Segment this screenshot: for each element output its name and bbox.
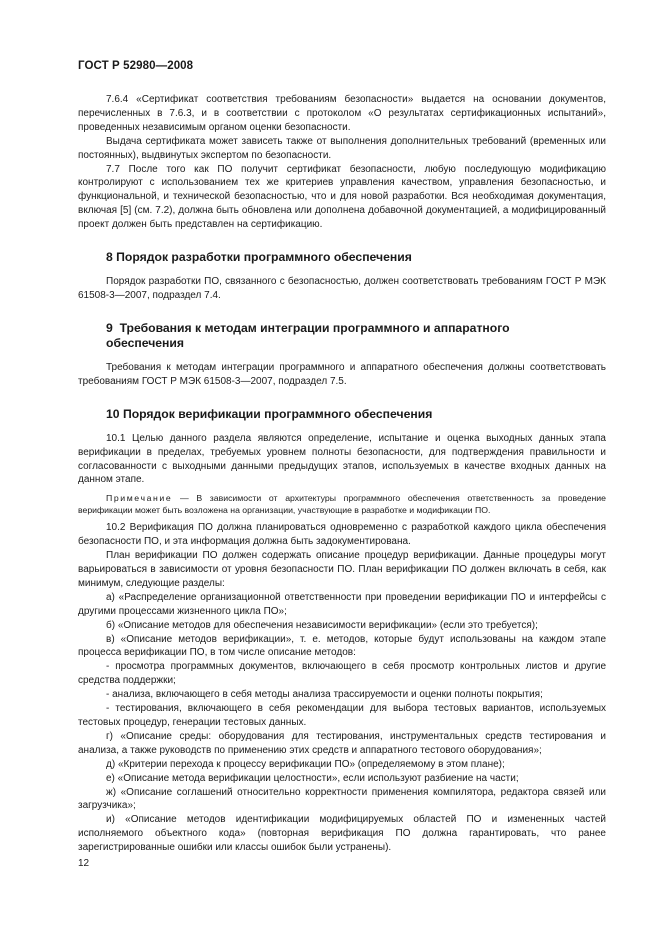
- list-item-v: в) «Описание методов верификации», т. е. методов, которые будут использованы на каждом этапе процесса верификации ПО, в том числе описание методов:: [78, 633, 606, 659]
- list-item-i: и) «Описание методов идентификации модифицируемых областей ПО и измененных частей исполняемого объектного кода» (повторная верификация ПО должна гарантировать, что ранее зарегистрированные ошибки или классы ошибок были устранены).: [78, 814, 606, 854]
- document-header: ГОСТ Р 52980—2008: [78, 60, 194, 72]
- dash-item-testing: - тестирования, включающего в себя рекомендации для выбора тестовых вариантов, используемых тестовых процедур, генерации тестовых данных.: [78, 703, 606, 728]
- paragraph-8: Порядок разработки ПО, связанного с безопасностью, должен соответствовать требованиям ГОСТ Р МЭК 61508-3—2007, подраздел 7.4.: [78, 276, 606, 301]
- section-9-title-line-1: Требования к методам интеграции программного и аппаратного: [119, 320, 510, 335]
- paragraph-10-2: 10.2 Верификация ПО должна планироваться одновременно с разработкой каждого цикла обеспечения безопасности ПО, и эта информация должна быть задокументирована.: [78, 522, 606, 548]
- section-10-heading: 10 Порядок верификации программного обеспечения: [106, 406, 433, 421]
- document-body: [78, 93, 606, 855]
- section-9-number: 9: [106, 320, 113, 335]
- note-text: — В зависимости от архитектуры программного обеспечения ответственность за проведение верификации может быть возложена на организации, участвующие в разработке и модификации ПО.: [78, 493, 606, 516]
- paragraph-9: Требования к методам интеграции программного и аппаратного обеспечения должны соответствовать требованиям ГОСТ Р МЭК 61508-3—2007, подраздел 7.5.: [78, 361, 606, 387]
- note-label: Примечание: [106, 493, 173, 504]
- section-8-heading: 8 Порядок разработки программного обеспечения: [106, 250, 412, 265]
- section-9-title-line-2: обеспечения: [106, 335, 185, 350]
- paragraph-10-2-plan: План верификации ПО должен содержать описание процедур верификации. Данные процедуры могут варьироваться в зависимости от уровня безопасности ПО. План верификации ПО должен включать в себя, как минимум, следующие разделы:: [78, 550, 606, 589]
- list-item-zh: ж) «Описание соглашений относительно корректности применения компилятора, редактора связей или загрузчика»;: [78, 786, 606, 812]
- list-item-b: б) «Описание методов для обеспечения независимости верификации» (если это требуется);: [106, 619, 538, 631]
- paragraph-7-6-4-continued: Выдача сертификата может зависеть также от выполнения дополнительных требований (временных или постоянных), выдвинутых экспертом по безопасности.: [78, 135, 606, 161]
- paragraph-7-6-4: 7.6.4 «Сертификат соответствия требованиям безопасности» выдается на основании документов, перечисленных в 7.6.3, и в соответствии с протоколом «О результатах сертификационных испытаний», проведенных независимым органом оценки безопасности.: [78, 94, 606, 133]
- dash-item-review: - просмотра программных документов, включающего в себя просмотр контрольных листов и другие средства поддержки;: [78, 661, 606, 687]
- list-item-g: г) «Описание среды: оборудования для тестирования, инструментальных средств тестирования и анализа, а также руководств по применению этих средств и аппаратного тестового оборудования»;: [78, 730, 606, 756]
- section-9-heading: [78, 321, 606, 351]
- list-item-d: д) «Критерии перехода к процессу верификации ПО» (определяемому в этом плане);: [106, 758, 505, 770]
- list-item-e: е) «Описание метода верификации целостности», если используют разбиение на части;: [106, 772, 519, 784]
- paragraph-7-7: 7.7 После того как ПО получит сертификат безопасности, любую последующую модификацию контролируют с использованием тех же критериев управления качеством, управления безопасностью, и функциональной, и технической безопасностью, что и для новой разработки. Вся необходимая документация, включая [5] (см. 7.2), должна быть обновлена или дополнена добавочной документацией, а модифицированный проект должен быть представлен на сертификацию.: [78, 163, 606, 231]
- list-item-a: а) «Распределение организационной ответственности при проведении верификации ПО и интерфейсы с другими процессами жизненного цикла ПО»;: [78, 591, 606, 617]
- dash-item-analysis: - анализа, включающего в себя методы анализа трассируемости и оценки полноты покрытия;: [106, 689, 543, 701]
- note: [78, 492, 606, 516]
- page-number: 12: [78, 858, 90, 869]
- paragraph-10-1: 10.1 Целью данного раздела являются определение, испытание и оценка выходных данных этапа верификации в пределах, требуемых уровнем полноты безопасности, для подтверждения правильности и согласованности с выходными данными предыдущих этапов, используемых в качестве входных данных на данном этапе.: [78, 432, 606, 486]
